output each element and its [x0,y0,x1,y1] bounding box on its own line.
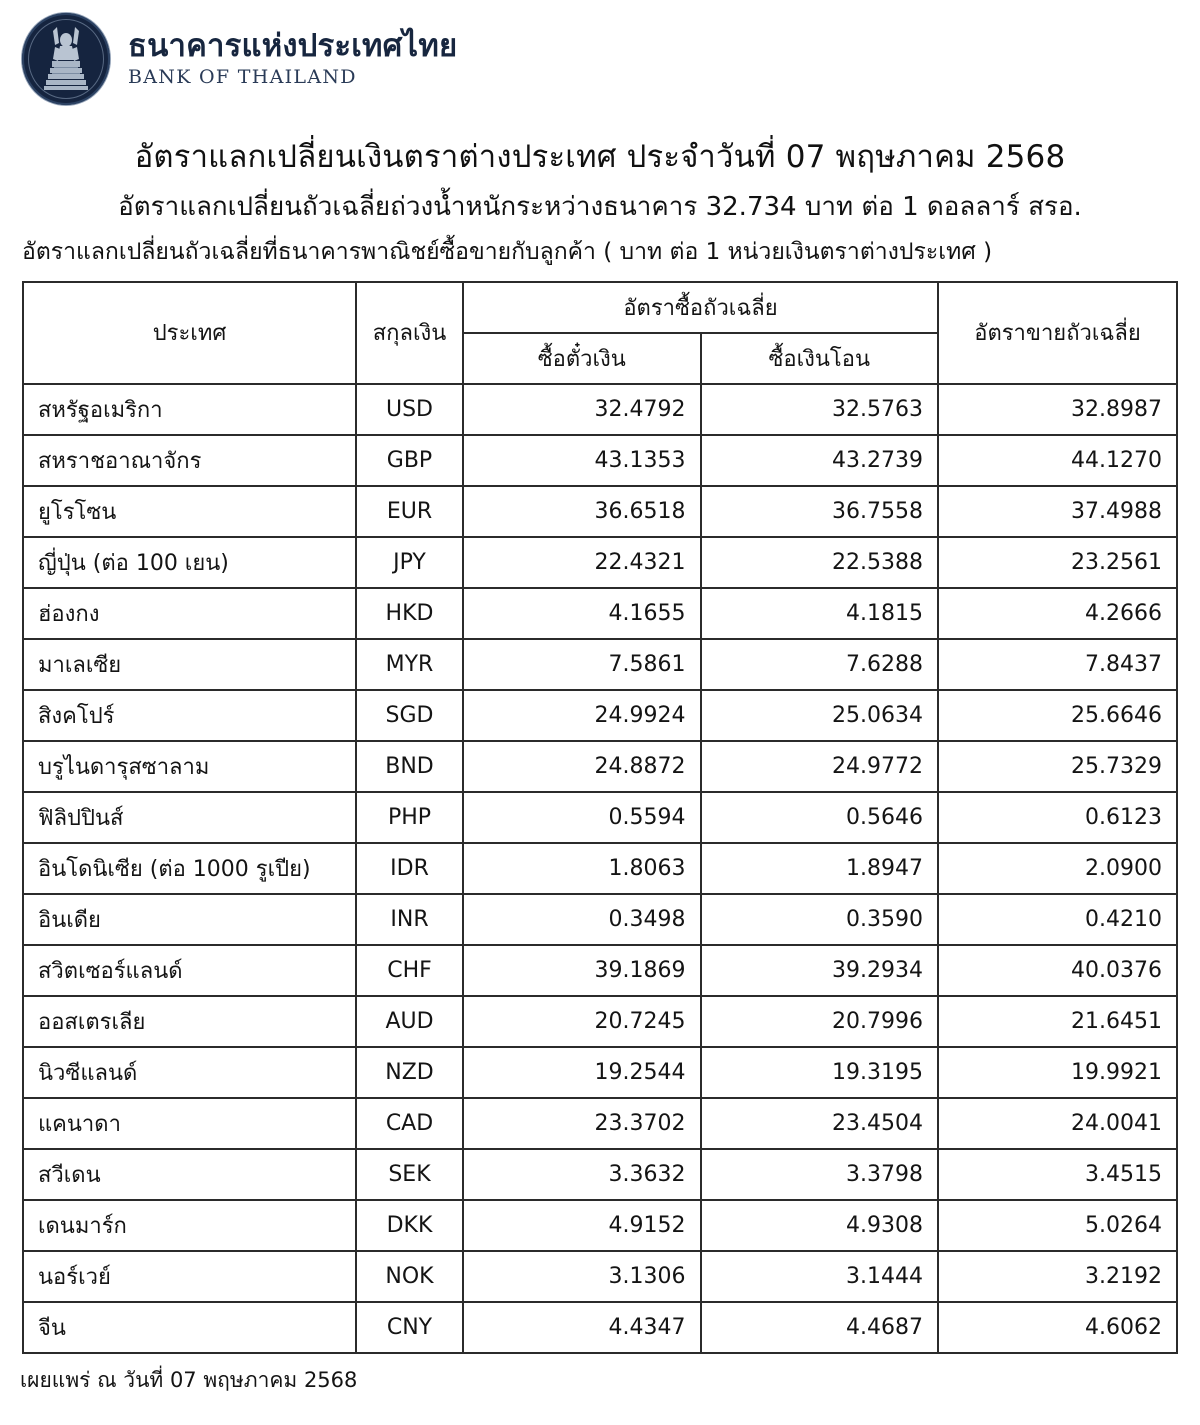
table-row [23,1302,1177,1353]
cell-buy-transfer: 39.2934 [701,945,939,996]
cell-buy-cash: 4.9152 [463,1200,701,1251]
table-row [23,435,1177,486]
cell-sell: 21.6451 [938,996,1177,1047]
cell-buy-transfer: 1.8947 [701,843,939,894]
cell-sell: 32.8987 [938,384,1177,435]
cell-sell: 23.2561 [938,537,1177,588]
table-row [23,639,1177,690]
cell-buy-transfer: 24.9772 [701,741,939,792]
cell-buy-cash: 39.1869 [463,945,701,996]
cell-country: ฮ่องกง [23,588,356,639]
table-row [23,843,1177,894]
cell-currency-code: PHP [356,792,463,843]
table-row [23,1149,1177,1200]
cell-buy-cash: 3.3632 [463,1149,701,1200]
cell-currency-code: BND [356,741,463,792]
cell-country: สวีเดน [23,1149,356,1200]
table-row [23,792,1177,843]
cell-country: ฟิลิปปินส์ [23,792,356,843]
cell-currency-code: SEK [356,1149,463,1200]
cell-sell: 25.7329 [938,741,1177,792]
column-header-sell-rate: อัตราขายถัวเฉลี่ย [938,282,1177,384]
cell-sell: 37.4988 [938,486,1177,537]
cell-buy-cash: 0.5594 [463,792,701,843]
cell-country: สหราชอาณาจักร [23,435,356,486]
cell-buy-cash: 4.1655 [463,588,701,639]
cell-currency-code: AUD [356,996,463,1047]
table-row [23,894,1177,945]
cell-currency-code: GBP [356,435,463,486]
table-row [23,486,1177,537]
column-header-country: ประเทศ [23,282,356,384]
cell-buy-transfer: 4.1815 [701,588,939,639]
cell-buy-cash: 3.1306 [463,1251,701,1302]
cell-buy-transfer: 23.4504 [701,1098,939,1149]
cell-buy-transfer: 43.2739 [701,435,939,486]
cell-buy-cash: 32.4792 [463,384,701,435]
cell-sell: 4.6062 [938,1302,1177,1353]
cell-buy-cash: 23.3702 [463,1098,701,1149]
cell-currency-code: NZD [356,1047,463,1098]
table-header [23,282,1177,384]
cell-buy-transfer: 19.3195 [701,1047,939,1098]
cell-country: จีน [23,1302,356,1353]
cell-currency-code: MYR [356,639,463,690]
cell-country: สิงคโปร์ [23,690,356,741]
cell-buy-cash: 4.4347 [463,1302,701,1353]
cell-sell: 19.9921 [938,1047,1177,1098]
cell-sell: 0.6123 [938,792,1177,843]
table-row [23,1251,1177,1302]
cell-country: มาเลเซีย [23,639,356,690]
cell-buy-cash: 36.6518 [463,486,701,537]
cell-sell: 3.4515 [938,1149,1177,1200]
column-header-buy-cash: ซื้อตั๋วเงิน [463,333,701,384]
cell-sell: 5.0264 [938,1200,1177,1251]
cell-currency-code: IDR [356,843,463,894]
page-title: อัตราแลกเปลี่ยนเงินตราต่างประเทศ ประจำวันที่ 07 พฤษภาคม 2568 [134,139,1066,175]
cell-buy-transfer: 4.4687 [701,1302,939,1353]
cell-buy-transfer: 25.0634 [701,690,939,741]
column-header-currency: สกุลเงิน [356,282,463,384]
cell-buy-cash: 24.9924 [463,690,701,741]
cell-currency-code: CHF [356,945,463,996]
interbank-rate-subtitle: อัตราแลกเปลี่ยนถัวเฉลี่ยถ่วงน้ำหนักระหว่างธนาคาร 32.734 บาท ต่อ 1 ดอลลาร์ สรอ. [118,191,1082,222]
cell-country: นอร์เวย์ [23,1251,356,1302]
cell-currency-code: NOK [356,1251,463,1302]
bot-seal-icon [22,13,110,105]
cell-country: บรูไนดารุสซาลาม [23,741,356,792]
column-header-buy-transfer: ซื้อเงินโอน [701,333,939,384]
table-caption-note: อัตราแลกเปลี่ยนถัวเฉลี่ยที่ธนาคารพาณิชย์ซื้อขายกับลูกค้า ( บาท ต่อ 1 หน่วยเงินตราต่างประเทศ ) [22,239,993,266]
cell-sell: 2.0900 [938,843,1177,894]
cell-country: แคนาดา [23,1098,356,1149]
cell-buy-cash: 7.5861 [463,639,701,690]
cell-buy-transfer: 0.5646 [701,792,939,843]
cell-buy-transfer: 3.1444 [701,1251,939,1302]
cell-currency-code: INR [356,894,463,945]
brand-name-thai: ธนาคารแห่งประเทศไทย [128,27,458,64]
cell-buy-cash: 0.3498 [463,894,701,945]
cell-sell: 3.2192 [938,1251,1177,1302]
cell-buy-transfer: 20.7996 [701,996,939,1047]
cell-currency-code: HKD [356,588,463,639]
brand-text-block [128,27,458,89]
cell-currency-code: JPY [356,537,463,588]
cell-sell: 0.4210 [938,894,1177,945]
table-row [23,1047,1177,1098]
cell-buy-cash: 20.7245 [463,996,701,1047]
cell-buy-transfer: 0.3590 [701,894,939,945]
cell-currency-code: SGD [356,690,463,741]
table-row [23,537,1177,588]
table-row [23,1098,1177,1149]
cell-sell: 4.2666 [938,588,1177,639]
cell-country: สวิตเซอร์แลนด์ [23,945,356,996]
cell-buy-cash: 19.2544 [463,1047,701,1098]
document-header [0,0,1200,110]
table-body [23,384,1177,1353]
table-row [23,945,1177,996]
cell-buy-transfer: 22.5388 [701,537,939,588]
table-row [23,996,1177,1047]
cell-sell: 7.8437 [938,639,1177,690]
brand-name-english: BANK OF THAILAND [128,66,357,89]
cell-country: อินโดนิเซีย (ต่อ 1000 รูเปีย) [23,843,356,894]
cell-currency-code: CNY [356,1302,463,1353]
cell-buy-transfer: 4.9308 [701,1200,939,1251]
cell-buy-cash: 22.4321 [463,537,701,588]
cell-country: เดนมาร์ก [23,1200,356,1251]
cell-sell: 24.0041 [938,1098,1177,1149]
table-row [23,741,1177,792]
cell-currency-code: CAD [356,1098,463,1149]
cell-country: นิวซีแลนด์ [23,1047,356,1098]
cell-buy-transfer: 3.3798 [701,1149,939,1200]
cell-country: ญี่ปุ่น (ต่อ 100 เยน) [23,537,356,588]
cell-buy-transfer: 32.5763 [701,384,939,435]
cell-buy-cash: 24.8872 [463,741,701,792]
cell-country: ยูโรโซน [23,486,356,537]
title-block [0,110,1200,267]
table-row [23,690,1177,741]
exchange-rates-table [22,281,1178,1354]
rates-table-container [22,281,1178,1354]
cell-buy-transfer: 36.7558 [701,486,939,537]
cell-currency-code: USD [356,384,463,435]
cell-buy-transfer: 7.6288 [701,639,939,690]
cell-currency-code: EUR [356,486,463,537]
cell-country: อินเดีย [23,894,356,945]
publish-date-note: เผยแพร่ ณ วันที่ 07 พฤษภาคม 2568 [20,1367,358,1392]
table-header-row-primary [23,282,1177,333]
table-row [23,1200,1177,1251]
cell-sell: 25.6646 [938,690,1177,741]
table-row [23,384,1177,435]
cell-currency-code: DKK [356,1200,463,1251]
cell-buy-cash: 43.1353 [463,435,701,486]
cell-sell: 44.1270 [938,435,1177,486]
column-header-buy-group: อัตราซื้อถัวเฉลี่ย [463,282,938,333]
cell-country: สหรัฐอเมริกา [23,384,356,435]
table-row [23,588,1177,639]
cell-buy-cash: 1.8063 [463,843,701,894]
cell-country: ออสเตรเลีย [23,996,356,1047]
cell-sell: 40.0376 [938,945,1177,996]
